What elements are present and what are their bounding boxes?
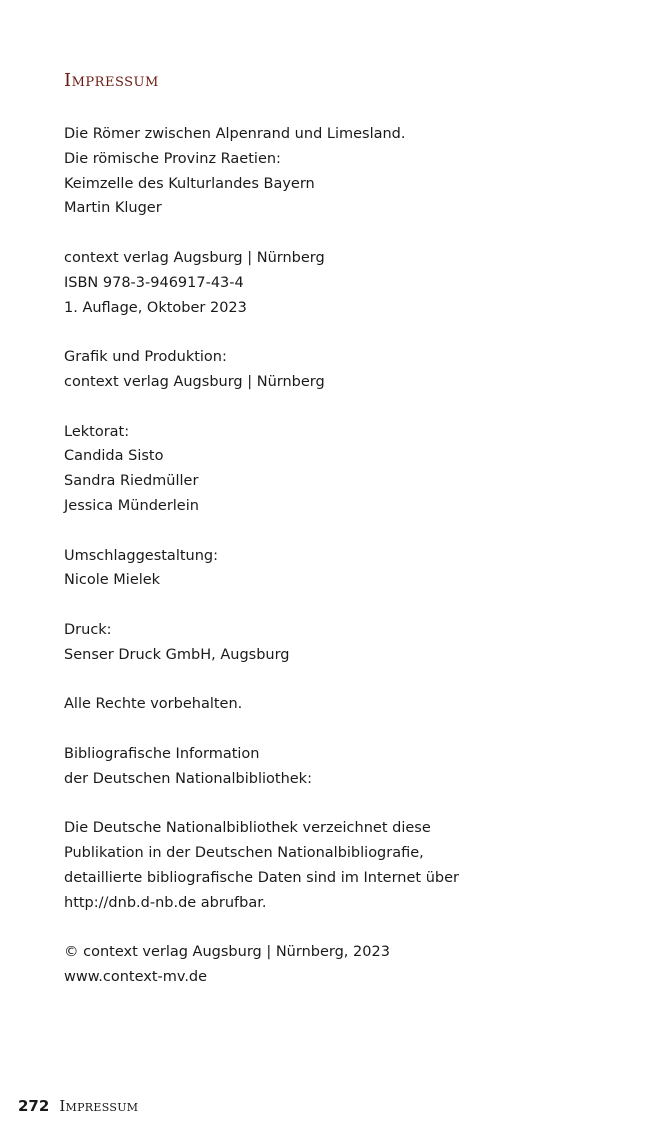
editor-name: Sandra Riedmüller: [64, 473, 199, 490]
page-title: Impressum: [64, 70, 159, 91]
editing-label: Lektorat:: [64, 423, 130, 440]
printer-name: Senser Druck GmbH, Augsburg: [64, 646, 290, 663]
dnb-link-line: http://dnb.d-nb.de abrufbar.: [64, 894, 267, 911]
bibliographic-heading-block: [64, 742, 624, 792]
page-number: 272: [18, 1097, 50, 1115]
production-block: [64, 345, 624, 395]
copyright-notice: © context verlag Augsburg | Nürnberg, 2023: [64, 944, 390, 961]
book-title-line-2: Die römische Provinz Raetien:: [64, 150, 281, 167]
production-label: Grafik und Produktion:: [64, 349, 227, 366]
book-info-block: [64, 122, 624, 221]
isbn: ISBN 978-3-946917-43-4: [64, 274, 244, 291]
cover-design-block: [64, 544, 624, 594]
bibliographic-heading-line-2: der Deutschen Nationalbibliothek:: [64, 770, 312, 787]
edition: 1. Auflage, Oktober 2023: [64, 299, 247, 316]
bibliographic-text-line: detaillierte bibliografische Daten sind im Internet über: [64, 869, 459, 886]
editing-block: [64, 420, 624, 519]
bibliographic-text-block: [64, 816, 624, 915]
copyright-block: [64, 940, 624, 990]
printing-block: [64, 618, 624, 668]
rights-statement: Alle Rechte vorbehalten.: [64, 696, 243, 713]
running-head: Impressum: [59, 1097, 139, 1115]
cover-design-label: Umschlaggestaltung:: [64, 547, 219, 564]
page-footer: [18, 1097, 138, 1115]
book-title-line-3: Keimzelle des Kulturlandes Bayern: [64, 175, 315, 192]
author-name: Martin Kluger: [64, 200, 162, 217]
bibliographic-text-line: Die Deutsche Nationalbibliothek verzeichnet diese: [64, 820, 431, 837]
editor-name: Jessica Münderlein: [64, 497, 199, 514]
cover-designer-name: Nicole Mielek: [64, 572, 161, 589]
editor-name: Candida Sisto: [64, 448, 164, 465]
publisher-block: [64, 246, 624, 320]
publisher-name: context verlag Augsburg | Nürnberg: [64, 249, 325, 266]
printing-label: Druck:: [64, 621, 112, 638]
rights-block: [64, 692, 624, 717]
website-url: www.context-mv.de: [64, 969, 208, 986]
production-value: context verlag Augsburg | Nürnberg: [64, 373, 325, 390]
bibliographic-text-line: Publikation in der Deutschen Nationalbibliografie,: [64, 845, 424, 862]
book-title-line-1: Die Römer zwischen Alpenrand und Limesland.: [64, 126, 406, 142]
bibliographic-heading-line-1: Bibliografische Information: [64, 745, 260, 762]
imprint-content: [64, 122, 624, 1015]
